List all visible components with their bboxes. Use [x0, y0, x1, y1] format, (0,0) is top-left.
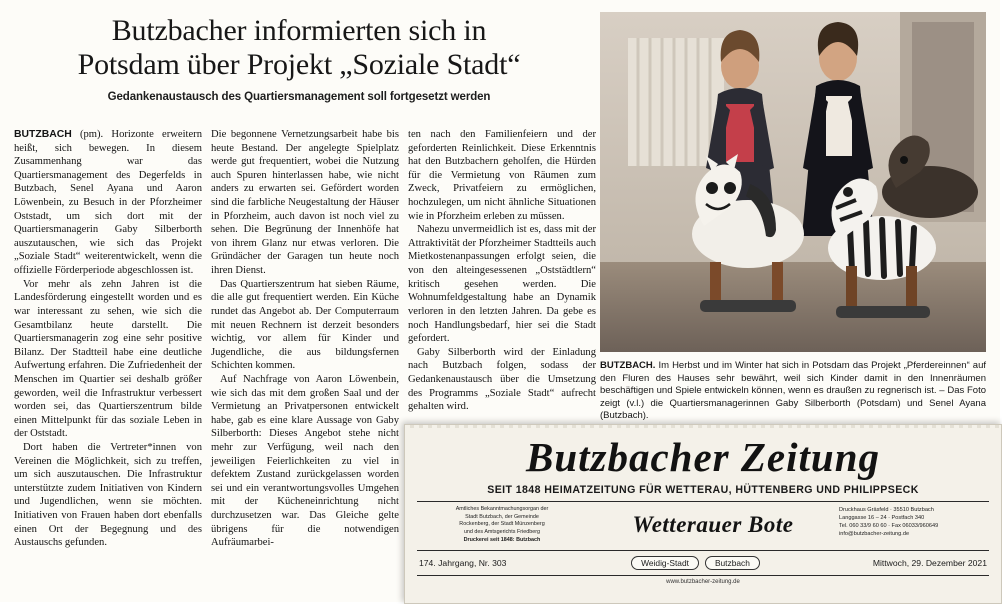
photo-caption-lead: BUTZBACH.	[600, 360, 656, 371]
paragraph: Auf Nachfrage von Aaron Löwenbein, wie sich das mit dem großen Saal und der Vermietung an Privatpersonen entwickelt habe, gab es eine klare Aussage von Gaby Silberborth: Dieses Angebot stehe nicht mehr zur Verfügung, weil nach den jeweiligen Feierlichkeiten zu viel in defektem Zustand zurückgelassen worden sei und ein verantwortungsvolles Umgehen mit der Kücheneinrichtung nicht durchzusetzen war. Das Gleiche gelte übrigens für die notwendigen Aufräumarbei-	[211, 373, 399, 549]
paragraph: Nahezu unvermeidlich ist es, dass mit der Attraktivität der Pforzheimer Stadtteils auch Mietkostenanpassungen erfolgt seien, die von den alteingesessenen „Oststädtlern“ kritisch gesehen werden. Die Wohnumfeldgestaltung habe an Dynamik verloren in den letzten Jahren. Da gebe es noch Handlungsbedarf, hier sei die Stadt gefordert.	[408, 224, 596, 345]
paragraph: Das Quartierszentrum hat sieben Räume, die alle gut frequentiert werden. Ein Küche rundet das Angebot ab. Der Computerraum mit neuen Rechnern ist derzeit besonders wichtig, vor allem für Kinder und Jugendliche, die aus bildungsfernen Schichten kommen.	[211, 278, 399, 372]
subheadline: Gedankenaustausch des Quartiersmanagement soll fortgesetzt werden	[107, 90, 491, 103]
radiator-shape	[628, 38, 724, 166]
masthead-imprint-left	[417, 506, 587, 544]
imprint-line: Stadt Butzbach, der Gemeinde	[465, 513, 539, 520]
masthead-chips	[569, 556, 822, 570]
imprint-line: Langgasse 16 – 24 · Postfach 340	[839, 515, 925, 522]
masthead-date: Mittwoch, 29. Dezember 2021	[872, 558, 987, 569]
article-photo	[600, 12, 986, 352]
dateline-city: BUTZBACH	[14, 129, 72, 140]
imprint-line: info@butzbacher-zeitung.de	[839, 531, 910, 538]
dateline-paragraph	[14, 128, 202, 278]
article-column-1	[14, 128, 202, 550]
masthead-imprint-right	[839, 506, 989, 538]
chip-butzbach: Butzbach	[705, 556, 760, 570]
headline-line-1: Butzbacher informierten sich in	[111, 14, 487, 47]
masthead-url: www.butzbacher-zeitung.de	[666, 579, 740, 586]
masthead-clipping	[404, 424, 1002, 604]
masthead-volume: 174. Jahrgang, Nr. 303	[419, 558, 507, 569]
chip-weidig-stadt: Weidig-Stadt	[631, 556, 699, 570]
imprint-line: Amtliches Bekanntmachungsorgan der	[455, 506, 549, 512]
photo-caption-text: Im Herbst und im Winter hat sich in Potsdam das Projekt „Pferdereinnen“ auf den Fluren des Hauses sehr bewährt, weil sich Kinder damit in den Innenräumen beschäftigen und Spiele entwickeln können, wenn es draußen zu regnerisch ist. – Das Foto zeigt (v.l.) die Quartiersmanagerinnen Gaby Silberborth (Potsdam) und Senel Ayana (Butzbach).	[600, 360, 986, 422]
photo-illustration	[600, 12, 986, 352]
paragraph: Dort haben die Vertreter*innen von Vereinen die Möglichkeit, sich zu treffen, um sich auszutauschen. Die Infrastruktur unterstützte zudem Initiativen von Kindern und Jugendlichen, wenn sie möchten. Initiativen von Frauen haben dort ebenfalls einen Ort der Begegnung und des Austauschs gefunden.	[14, 442, 202, 549]
torn-edge	[405, 425, 1001, 428]
article-column-3	[408, 128, 596, 413]
paragraph: Die begonnene Vernetzungsarbeit habe bis heute Bestand. Der angelegte Spielplatz werde gut frequentiert, wobei die Nutzung auch Spuren hinterlassen habe, wie nicht anders zu erwarten sei. Gefördert worden sind die farbliche Neugestaltung der Häuser in Pforzheim, auch davon ist noch viel zu sehen. Die Begrünung der Innenhöfe hat von ihrem Glanz nur etwas verloren. Die Gründächer der Garagen tun heute noch ihren Dienst.	[211, 129, 399, 277]
masthead-subtitle: SEIT 1848 HEIMATZEITUNG FÜR WETTERAU, HÜTTENBERG UND PHILIPPSECK	[487, 484, 919, 496]
paragraph: ten nach den Familienfeiern und der geforderten Reinlichkeit. Diese Erkenntnis hat den Butzbachern geholfen, die Hürden für die Vermietung von Räumen zum Zweck, Privatfeiern zu ermöglichen, hochzulegen, um nicht ähnliche Situationen wie in Pforzheim erleben zu müssen.	[408, 129, 596, 222]
headline-line-2: Potsdam über Projekt „Soziale Stadt“	[77, 47, 521, 81]
imprint-line: Tel. 060 33/9 60 60 · Fax 06033/960649	[839, 523, 939, 530]
imprint-line: Rockenberg, der Stadt Münzenberg	[459, 521, 545, 528]
imprint-line-bold: Druckerei seit 1848: Butzbach	[463, 536, 541, 543]
article-column-2	[211, 128, 399, 550]
paragraph: Gaby Silberborth wird der Einladung nach Butzbach folgen, sodass der Gedankenaustausch über die Umsetzung des Programms „Soziale Stadt“ aufrecht gehalten wird.	[408, 346, 596, 413]
paragraph: Vor mehr als zehn Jahren ist die Landesförderung eingestellt worden und es war interessant zu sehen, wie sich die Gesamtbilanz heute darstellt. Die Quartiersmanagerin zog eine sehr positive Bilanz. Der Stadtteil habe eine deutliche Aufwertung erfahren. Die Zufriedenheit der Menschen im Quartier sei deshalb größer geworden, weil die Infrastruktur verbessert worden sei, das Quartierszentrum bilde einen Mittelpunkt für das soziale Leben in der Oststadt.	[14, 278, 202, 440]
masthead-middle-row	[405, 502, 1001, 544]
masthead-center-title: Wetterauer Bote	[632, 512, 794, 537]
imprint-line: und des Amtsgerichts Friedberg	[463, 529, 541, 536]
masthead-title: Butzbacher Zeitung	[525, 434, 881, 480]
headline-block	[16, 14, 582, 103]
masthead-bottom-row	[405, 551, 1001, 570]
imprint-line: Druckhaus Gräsfeld · 35510 Butzbach	[839, 507, 934, 513]
photo-caption	[600, 360, 986, 423]
masthead-rule-bottom	[417, 575, 989, 576]
dateline-text: (pm). Horizonte erweitern heißt, sich bewegen. In diesem Zusammenhang war das Quartiersmanagement des Degerfelds in Butzbach, Senel Ayana und Aaron Löwenbein, zu Besuch in der Pforzheimer Oststadt, um sich dort mit der Quartiersmanagerin Gaby Silberborth auszutauschen, wie sich das Projekt „Soziale Stadt“ weiterentwickelt, wenn die offizielle Förderperiode abgeschlossen ist.	[14, 129, 202, 277]
